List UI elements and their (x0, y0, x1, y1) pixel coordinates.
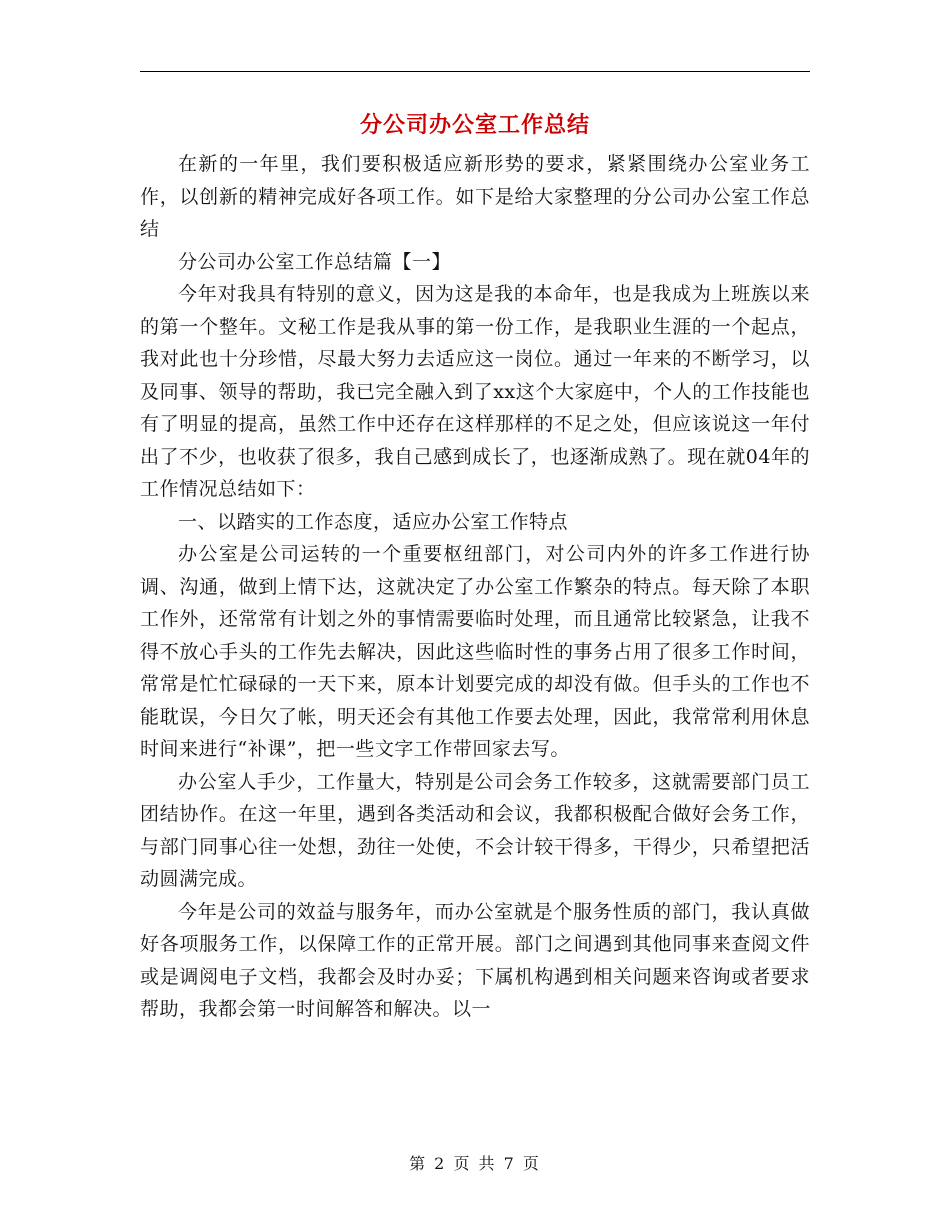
page-number: 第 2 页 共 7 页 (409, 1154, 541, 1173)
paragraph-teamwork: 办公室人手少，工作量大，特别是公司会务工作较多，这就需要部门员工团结协作。在这一年里，遇到各类活动和会议，我都积极配合做好会务工作，与部门同事心往一处想，劲往一处使，不会计较干得多，干得少，只希望把活动圆满完成。 (140, 770, 810, 890)
paragraph-service: 今年是公司的效益与服务年，而办公室就是个服务性质的部门，我认真做好各项服务工作，以保障工作的正常开展。部门之间遇到其他同事来查阅文件或是调阅电子文档，我都会及时办妥；下属机构遇到相关问题来咨询或者要求帮助，我都会第一时间解答和解决。以一 (140, 900, 810, 1020)
document-title: 分公司办公室工作总结 (359, 112, 590, 138)
paragraph-office-role: 办公室是公司运转的一个重要枢纽部门，对公司内外的许多工作进行协调、沟通，做到上情下达，这就决定了办公室工作繁杂的特点。每天除了本职工作外，还常常有计划之外的事情需要临时处理，而且通常比较紧急，让我不得不放心手头的工作先去解决，因此这些临时性的事务占用了很多工作时间，常常是忙忙碌碌的一天下来，原本计划要完成的却没有做。但手头的工作也不能耽误，今日欠了帐，明天还会有其他工作要去处理，因此，我常常利用休息时间来进行“补课”，把一些文字工作带回家去写。 (140, 543, 810, 760)
paragraph-intro: 在新的一年里，我们要积极适应新形势的要求，紧紧围绕办公室业务工作，以创新的精神完成好各项工作。如下是给大家整理的分公司办公室工作总结 (140, 153, 810, 240)
paragraph-overview: 今年对我具有特别的意义，因为这是我的本命年，也是我成为上班族以来的第一个整年。文秘工作是我从事的第一份工作，是我职业生涯的一个起点，我对此也十分珍惜，尽最大努力去适应这一岗位。通过一年来的不断学习，以及同事、领导的帮助，我已完全融入到了xx这个大家庭中，个人的工作技能也有了明显的提高，虽然工作中还存在这样那样的不足之处，但应该说这一年付出了不少，也收获了很多，我自己感到成长了，也逐渐成熟了。现在就04年的工作情况总结如下： (140, 283, 810, 500)
header-rule (140, 71, 810, 72)
document-body (140, 148, 810, 1026)
section-heading-part-one: 分公司办公室工作总结篇【一】 (178, 250, 452, 273)
section-heading-1: 一、以踏实的工作态度，适应办公室工作特点 (178, 510, 569, 533)
